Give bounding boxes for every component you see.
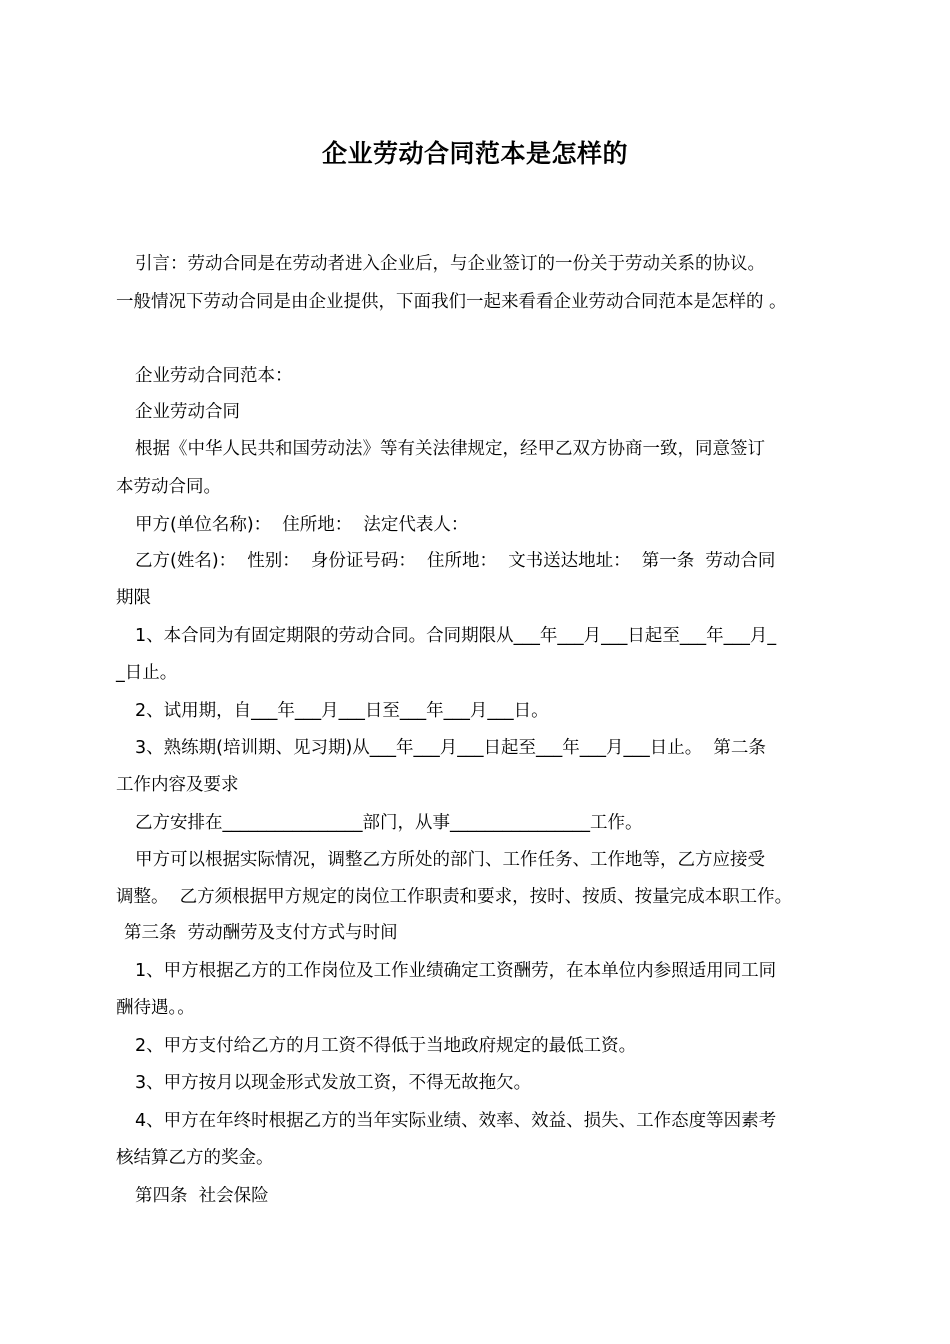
intro-line-2: 一般情况下劳动合同是由企业提供，下面我们一起来看看企业劳动合同范本是怎样的 。 [116,292,787,312]
clause-line: _日止。 [116,663,178,683]
clause-line: 酬待遇。。 [116,998,195,1018]
clause-line: 4、甲方在年终时根据乙方的当年实际业绩、效率、效益、损失、工作态度等因素考 [135,1111,777,1131]
clause-line: 3、熟练期(培训期、见习期)从___年___月___日起至___年___月___日止。 第二条 [135,738,766,758]
clause-line: 2、甲方支付给乙方的月工资不得低于当地政府规定的最低工资。 [135,1036,637,1056]
clause-line: 1、甲方根据乙方的工作岗位及工作业绩确定工资酬劳，在本单位内参照适用同工同 [135,961,777,981]
party-b-line: 乙方(姓名)： 性别： 身份证号码： 住所地： 文书送达地址： 第一条 劳动合同 [135,551,776,571]
clause-line: 3、甲方按月以现金形式发放工资，不得无故拖欠。 [135,1073,532,1093]
paragraph-line: 期限 [116,588,151,608]
document-title: 企业劳动合同范本是怎样的 [321,139,628,168]
clause-line: 乙方安排在________________部门，从事________________工作。 [135,813,643,833]
article-heading: 第四条 社会保险 [135,1186,269,1206]
paragraph-line: 本劳动合同。 [116,477,221,497]
clause-line: 核结算乙方的奖金。 [116,1148,274,1168]
paragraph-line: 甲方可以根据实际情况，调整乙方所处的部门、工作任务、工作地等，乙方应接受 [135,850,765,870]
clause-line: 工作内容及要求 [116,775,239,795]
paragraph-line: 调整。 乙方须根据甲方规定的岗位工作职责和要求，按时、按质、按量完成本职工作。 [116,887,793,907]
party-a-line: 甲方(单位名称)： 住所地： 法定代表人： [135,515,469,535]
clause-line: 1、本合同为有固定期限的劳动合同。合同期限从___年___月___日起至___年___月_ [135,626,777,646]
intro-line-1: 引言：劳动合同是在劳动者进入企业后，与企业签订的一份关于劳动关系的协议。 [135,254,765,274]
article-heading: 第三条 劳动酬劳及支付方式与时间 [124,923,398,943]
paragraph-line: 根据《中华人民共和国劳动法》等有关法律规定，经甲乙双方协商一致，同意签订 [135,439,765,459]
contract-heading: 企业劳动合同 [135,402,240,422]
section-heading: 企业劳动合同范本： [135,366,293,386]
clause-line: 2、试用期，自___年___月___日至___年___月___日。 [135,701,549,721]
